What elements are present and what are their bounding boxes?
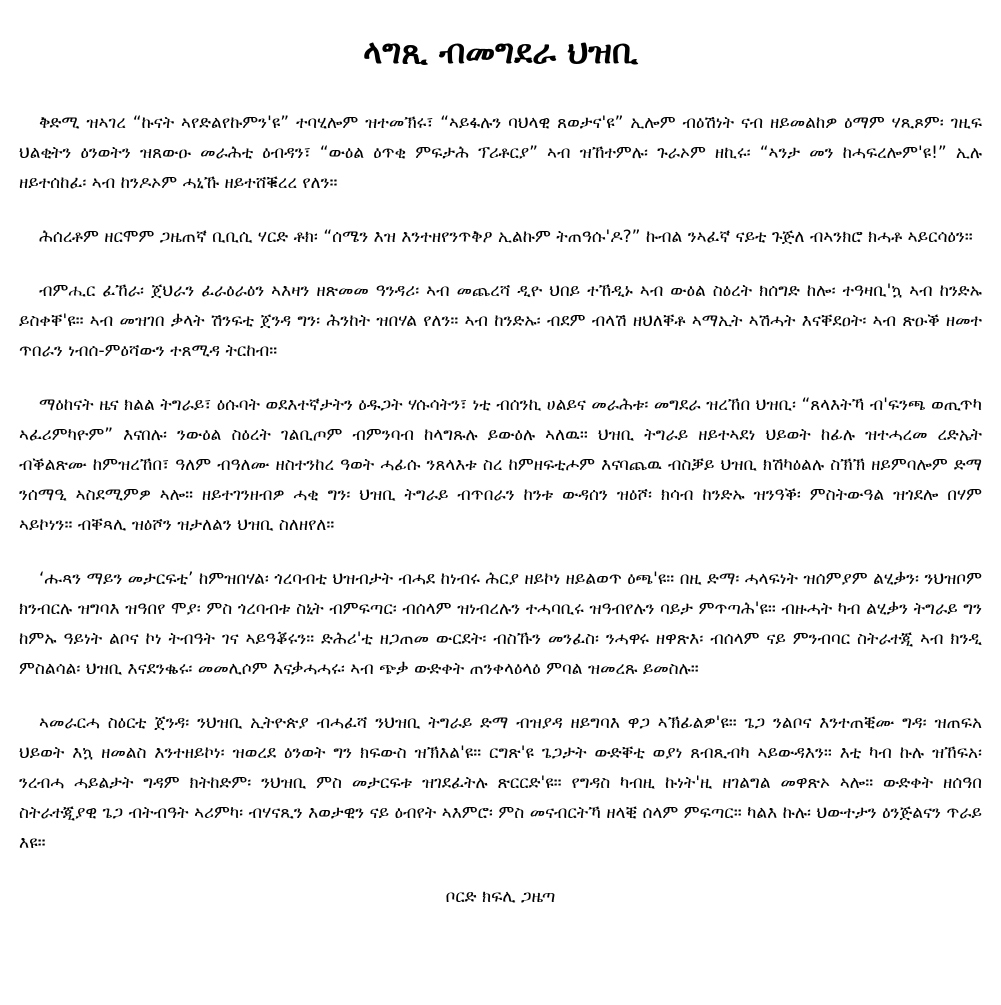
- article-title: ላግጺ ብመግደራ ህዝቢ: [363, 32, 638, 71]
- article-paragraph-4: ማዕከናት ዜና ክልል ትግራይ፣ ዕሱባት ወደእተኛታትን ዕዱጋት ሃሱሳትን፣ ነቲ ብሰንኪ ሀልይና መራሕቱ፡ መግደራ ዝረኸበ ህዝቢ፡ “ጸላእትኻ ብ'ፍንጫ ወጢጥካ ኣፈሪምካዮም” እናበሉ፡ ንውዕል ስዕረት ገልቢጦም ብምንባብ ከላግጹሉ ይውዕሉ ኣለዉ። ህዝቢ ትግራይ ዘይተኣደነ ህይወት ከፊሉ ዝተሓረመ ረድኤት ብቕልጽሙ ከምዝረኸበ፣ ዓለም ብዓለሙ ዘስተንከረ ዓወት ሓፊሱ ንጸላእቱ ስረ ከምዘፍቲሖም እናባጨዉ ብስቓይ ህዝቢ ክሽካዕልሉ ስኽኽ ዘይምባሎም ድማ ንሰማዒ ኣስደሚምዎ ኣሎ። ዘይተገንዘብዎ ሓቂ ግን፡ ህዝቢ ትግራይ ብጥበራን ከንቱ ውዳሰን ዝዕሾ፡ ክሳብ ከንድኡ ዝንዓቕ፡ ምስትውዓል ዝጎደሎ በሃም ኣይኮነን። ብቐጻሊ ዝዕሾን ዝታለልን ህዝቢ ስለዘየለ።: [19, 395, 982, 535]
- article-paragraph-3: ብምሒር ፈኸራ፡ ጀህራን ፈራዕራዕን ኣእዛን ዘጽመመ ዓንዳሪ፡ ኣብ መጨረሻ ዲዮ ህበይ ተኸዲኑ ኣብ ውዕል ስዕረት ክሰግድ ከሎ፡ ተዓዛቢ'ኳ ኣብ ከንድኡ ይስቀቐ'ዩ። ኣብ መዝገበ ቃላት ሽንፍቲ ጀንዳ ግን፡ ሕንከት ዝበሃል የለን። ኣብ ከንድኡ፡ ብደም ብላሽ ዘህለቐቶ ኣማኢት ኣሽሓት እናቐደዐት፡ ኣብ ጽዑቕ ዘመተ ጥበራን ነብሰ-ምዕሻውን ተጸሚዳ ትርከብ።: [19, 281, 982, 361]
- article-paragraph-1: ቅድሚ ዝኣገረ “ኩናት ኣየድልየኩምን'ዩ” ተባሂሎም ዝተመኽሩ፣ “ኣይፋሉን ባህላዊ ጸወታና'ዩ” ኢሎም ብዕሽነት ናብ ዘይመልከዎ ዕማም ሃጺጾም፡ ገዚፍ ህልቂትን ዕንወትን ዝጸውዑ መራሕቲ ዕብዳን፣ “ውዕል ዕጥቂ ምፍታሕ ፕሪቶርያ” ኣብ ዝኸተምሉ፡ ጉራኦም ዘኪሩ፡ “ኣንታ መን ከሓፍረሎም'ዩ!” ኢሉ ዘይተሰከፈ፡ ኣብ ከንዶኦም ሓኒኹ ዘይተሸቑረረ የለን።: [19, 113, 982, 193]
- article-signature: ቦርድ ክፍሊ ጋዜጣ: [445, 887, 556, 907]
- article-paragraph-2: ሕሰረቶም ዘርሞም ጋዜጠኛ ቢቢሲ ሃርድ ቶክ፡ “ሰሜን እዝ እንተዘየንጥቅዖ ኢልኩም ትጠዓሱ'ዶ?” ኩብል ንኣፈኛ ናይቲ ጉጅለ ብኣንክሮ ክሓቶ ኣይርሳዕን።: [39, 227, 973, 247]
- article-paragraph-6: ኣመራርሓ ስዕርቲ ጀንዳ፡ ንህዝቢ ኢትዮጵያ ብሓፈሻ ንህዝቢ ትግራይ ድማ ብዝያዳ ዘይግባእ ዋጋ ኣኽፊልዎ'ዩ። ጌጋ ንልቦና እንተጠቒሙ ግዳ፡ ዝጠፍአ ህይወት እኳ ዘመልስ እንተዘይኮነ፡ ዝወረደ ዕንወት ግን ክፍውስ ዝኽእል'ዩ። ርግጽ'ዩ ጌጋታት ውድቐቲ ወያነ ጸብጺብካ ኣይውዳእን። እቲ ካብ ኩሉ ዝኸፍአ፡ ንረብሓ ሓይልታት ግዳም ክትከድም፡ ንህዝቢ ምስ መታርፍቱ ዝገደፈትሉ ጽርርድ'ዩ። የግዳስ ካብዚ ኩነት'ዚ ዘገልግል መዋጽኦ ኣሎ። ውድቀት ዘሰዓበ ስትራተጂያዊ ጌጋ ብትብዓት ኣሪምካ፡ ብሃናጺን እወታዊን ናይ ዕብየት ኣእምሮ፡ ምስ መናብርትኻ ዘላቒ ሰላም ምፍጣር። ካልእ ኩሉ፡ ህውተታን ዕንጅልናን ጥራይ እዩ።: [19, 713, 982, 853]
- article-paragraph-5: ‘ሑጻን ማይን መታርፍቲ’ ከምዝበሃል፡ ጎረባብቲ ህዝብታት ብሓደ ከነብሩ ሕርያ ዘይኮነ ዘይልወጥ ዕጫ'ዩ። በዚ ድማ፡ ሓላፍነት ዝሰምያም ልሂቃን፡ ንህዝቦም ክንብርሉ ዝግባእ ዝዓበየ ሞያ፡ ምስ ጎረባብቱ ስኒት ብምፍጣር፡ ብሰላም ዝነብረሉን ተሓባቢሩ ዝዓብየሉን ባይታ ምጥጣሕ'ዩ። ብዙሓት ካብ ልሂቃን ትግራይ ግን ከምኡ ዓይነት ልቦና ኮነ ትብዓት ገና ኣይዓቖሩን። ድሕሪ'ቲ ዘጋጠመ ውርደት፡ ብስኹን መንፈስ፡ ንሓዋሩ ዘዋጽእ፡ ብሰላም ናይ ምንብባር ስትራተጂ ኣብ ክንዲ ምስልሳል፡ ህዝቢ እናደንቈሩ፡ መመሊሶም እናቃሓሓሩ፡ ኣብ ጭቃ ውድቀት ጠንቀላዕላዕ ምባል ዝመረጹ ይመስሉ።: [19, 569, 982, 679]
